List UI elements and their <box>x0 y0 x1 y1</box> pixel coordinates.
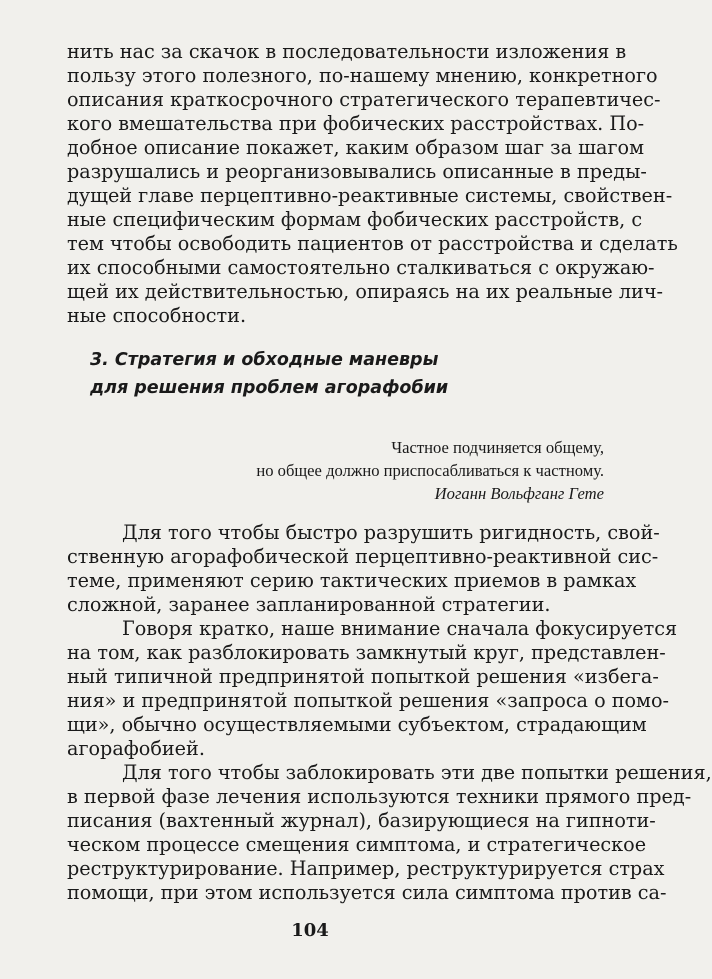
text-line: теме, применяют серию тактических приемов в рамках <box>67 569 637 592</box>
section-heading <box>90 346 510 402</box>
text-line: кого вмешательства при фобических расстройствах. По- <box>67 112 645 135</box>
text-line: ные специфическим формам фобических расстройств, с <box>67 208 643 231</box>
text-line: ный типичной предпринятой попыткой решения «избега- <box>67 665 659 688</box>
text-line: ческом процессе смещения симптома, и стратегическое <box>67 833 647 856</box>
text-line: Для того чтобы заблокировать эти две попытки решения, <box>122 761 712 784</box>
text-line: в первой фазе лечения используются техники прямого пред- <box>67 785 692 808</box>
epigraph <box>84 436 604 505</box>
section-heading-line: для решения проблем агорафобии <box>90 378 449 398</box>
page-number: 104 <box>291 920 329 941</box>
paragraph <box>67 617 678 761</box>
epigraph-line: Частное подчиняется общему, <box>391 438 604 457</box>
text-line: нить нас за скачок в последовательности изложения в <box>67 40 627 63</box>
text-line: Для того чтобы быстро разрушить ригидность, свой- <box>122 521 660 544</box>
text-line: тем чтобы освободить пациентов от расстройства и сделать <box>67 232 678 255</box>
text-line: ственную агорафобической перцептивно-реактивной сис- <box>67 545 659 568</box>
section-heading-line: 3. Стратегия и обходные маневры <box>90 350 439 370</box>
text-line: щи», обычно осуществляемыми субъектом, страдающим <box>67 713 647 736</box>
text-line: пользу этого полезного, по-нашему мнению, конкретного <box>67 64 658 87</box>
text-line: щей их действительностью, опираясь на их реальные лич- <box>67 280 664 303</box>
paragraph <box>67 761 712 905</box>
text-line: на том, как разблокировать замкнутый круг, представлен- <box>67 641 666 664</box>
text-line: ные способности. <box>67 304 247 327</box>
text-line: описания краткосрочного стратегического терапевтичес- <box>67 88 661 111</box>
text-line: разрушались и реорганизовывались описанные в преды- <box>67 160 647 183</box>
text-line: Говоря кратко, наше внимание сначала фокусируется <box>122 617 678 640</box>
epigraph-line: но общее должно приспосабливаться к частному. <box>256 461 604 480</box>
text-line: реструктурирование. Например, реструктурируется страх <box>67 857 665 880</box>
text-line: помощи, при этом используется сила симптома против са- <box>67 881 667 904</box>
text-line: писания (вахтенный журнал), базирующиеся на гипноти- <box>67 809 656 832</box>
text-line: их способными самостоятельно сталкиваться с окружаю- <box>67 256 655 279</box>
text-line: агорафобией. <box>67 737 205 760</box>
text-line: добное описание покажет, каким образом шаг за шагом <box>67 136 644 159</box>
continued-paragraph <box>67 40 678 328</box>
text-line: ния» и предпринятой попыткой решения «запроса о помо- <box>67 689 670 712</box>
epigraph-author: Иоганн Вольфганг Гете <box>434 484 604 503</box>
paragraph <box>67 521 660 617</box>
text-line: дущей главе перцептивно-реактивные системы, свойствен- <box>67 184 673 207</box>
text-line: сложной, заранее запланированной стратегии. <box>67 593 551 616</box>
body-text <box>67 521 712 905</box>
